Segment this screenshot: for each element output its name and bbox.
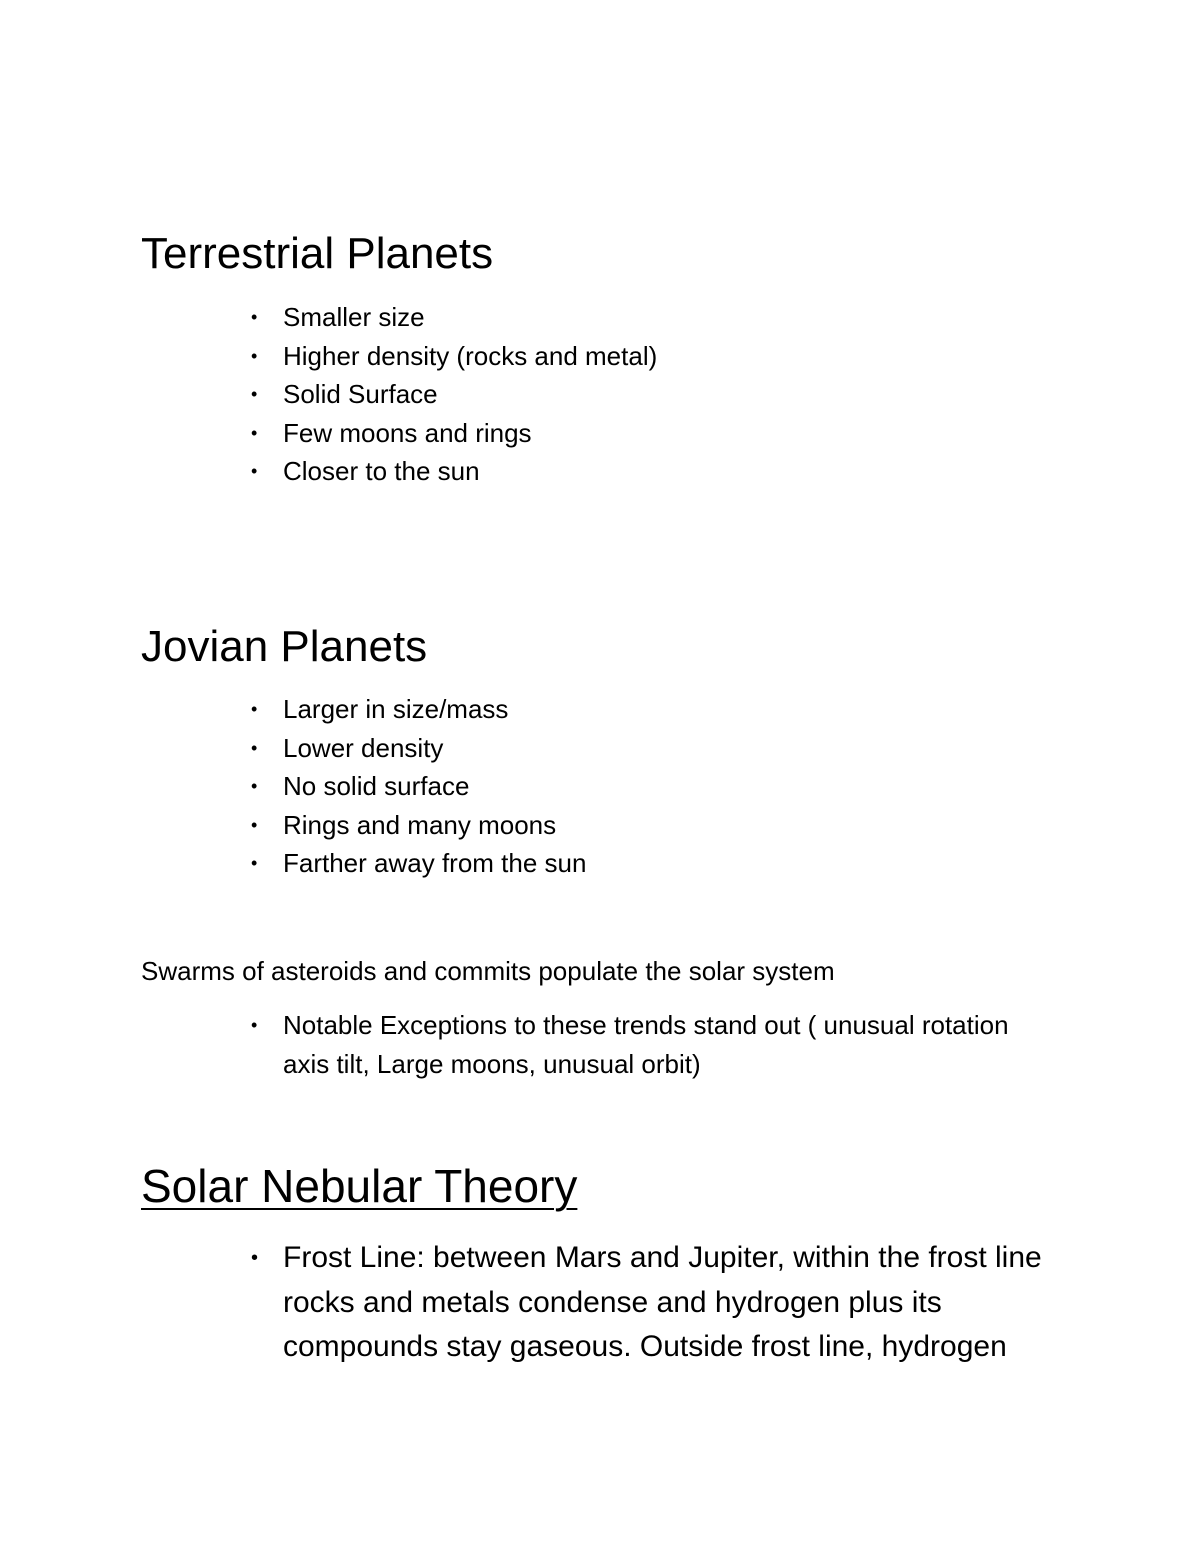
bullet-icon: • — [251, 422, 258, 443]
list-item-text: No solid surface — [283, 771, 470, 802]
swarms-paragraph: Swarms of asteroids and commits populate the solar system — [141, 956, 835, 986]
list-item — [243, 337, 657, 376]
list-item-text: Rings and many moons — [283, 809, 557, 840]
bullet-icon: • — [251, 737, 258, 758]
bullet-icon: • — [251, 1015, 258, 1035]
exceptions-list — [243, 1006, 1023, 1083]
bullet-icon: • — [251, 853, 258, 874]
list-item — [243, 844, 586, 883]
list-item-text: Farther away from the sun — [283, 848, 587, 879]
list-item-text: Lower density — [283, 732, 444, 763]
list-item — [243, 1006, 1023, 1083]
list-item-text: Closer to the sun — [283, 456, 480, 487]
list-item-text: Smaller size — [283, 302, 425, 332]
list-item — [243, 298, 657, 337]
bullet-icon: • — [251, 1247, 259, 1269]
list-item — [243, 452, 657, 491]
bullet-icon: • — [251, 384, 258, 405]
list-item-text: Frost Line: between Mars and Jupiter, within the frost line rocks and metals condense and hydrogen plus its compounds stay gaseous. Outside frost line, hydrogen — [283, 1241, 1042, 1363]
terrestrial-planets-list — [243, 298, 657, 491]
bullet-icon: • — [251, 461, 258, 482]
jovian-planets-list — [243, 690, 586, 883]
list-item — [243, 729, 586, 768]
solar-nebular-list — [243, 1236, 1063, 1370]
bullet-icon: • — [251, 307, 258, 327]
list-item — [243, 806, 586, 845]
bullet-icon: • — [251, 699, 258, 719]
list-item-text: Higher density (rocks and metal) — [283, 340, 658, 371]
list-item — [243, 414, 657, 453]
jovian-planets-heading: Jovian Planets — [141, 622, 428, 671]
list-item-text: Few moons and rings — [283, 417, 532, 448]
terrestrial-planets-heading: Terrestrial Planets — [141, 229, 494, 278]
bullet-icon: • — [251, 345, 258, 366]
solar-nebular-theory-heading: Solar Nebular Theory — [141, 1160, 578, 1212]
bullet-icon: • — [251, 814, 258, 835]
list-item — [243, 690, 586, 729]
list-item — [243, 767, 586, 806]
list-item — [243, 1236, 1063, 1370]
list-item-text: Solid Surface — [283, 379, 438, 410]
list-item-text: Notable Exceptions to these trends stand out ( unusual rotation axis tilt, Large moons, unusual orbit) — [283, 1010, 1009, 1079]
list-item-text: Larger in size/mass — [283, 694, 509, 724]
list-item — [243, 375, 657, 414]
bullet-icon: • — [251, 776, 258, 797]
